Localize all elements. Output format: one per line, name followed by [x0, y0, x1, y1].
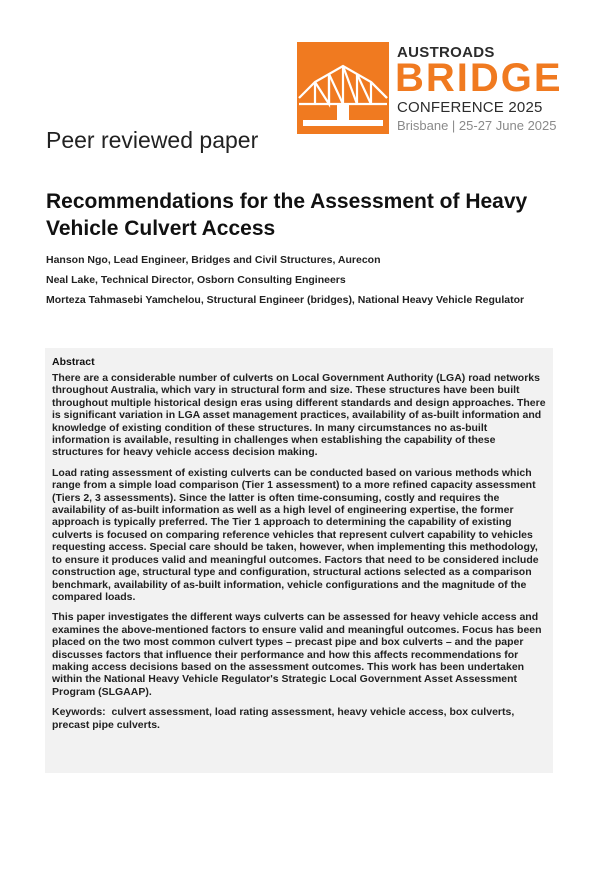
- keywords-text: culvert assessment, load rating assessment, heavy vehicle access, box culverts, precast pipe culverts.: [52, 706, 515, 731]
- keywords: [52, 706, 546, 731]
- abstract-paragraph-1: There are a considerable number of culverts on Local Government Authority (LGA) road networks throughout Australia, which vary in structural form and size. These structures have been built throughout multiple historical design eras using different standards and design approaches. There is significant variation in LGA asset management practices, availability of as-built information and knowledge of existing condition of these structures. In many circumstances no as-built information is available, resulting in challenges when establishing the capability of these structures for heavy vehicle access decision making.: [52, 372, 546, 459]
- conference-location-date: Brisbane | 25-27 June 2025: [397, 118, 557, 133]
- conference-year: CONFERENCE 2025: [397, 99, 543, 116]
- keywords-label: Keywords:: [52, 706, 106, 719]
- author-2: Neal Lake, Technical Director, Osborn Consulting Engineers: [46, 274, 346, 286]
- conference-logo: [297, 42, 563, 134]
- paper-title: Recommendations for the Assessment of Heavy Vehicle Culvert Access: [46, 190, 528, 240]
- abstract-paragraph-3: This paper investigates the different ways culverts can be assessed for heavy vehicle access and examines the above-mentioned factors to ensure valid and meaningful outcomes. Focus has been placed on the two most common culvert types – precast pipe and box culverts – and the paper discusses factors that influence their performance and how this affects recommendations for making access decisions based on the assessment outcomes. This work has been undertaken within the National Heavy Vehicle Regulator's Strategic Local Government Asset Assessment Program (SLGAAP).: [52, 611, 542, 698]
- paper-type: Peer reviewed paper: [46, 127, 259, 153]
- abstract-heading: Abstract: [52, 356, 95, 368]
- conference-org: AUSTROADS: [397, 44, 495, 61]
- conference-name: BRIDGE: [395, 56, 563, 100]
- author-3: Morteza Tahmasebi Yamchelou, Structural Engineer (bridges), National Heavy Vehicle Regulator: [46, 294, 525, 306]
- bridge-icon: [297, 42, 389, 134]
- author-1: Hanson Ngo, Lead Engineer, Bridges and Civil Structures, Aurecon: [46, 254, 381, 266]
- abstract-box: [45, 348, 553, 773]
- abstract-paragraph-2: Load rating assessment of existing culverts can be conducted based on various methods which range from a simple load comparison (Tier 1 assessment) to a more refined capacity assessment (Tiers 2, 3 assessments). Since the latter is often time-consuming, costly and requires the availability of as-built information as well as a high level of engineering expertise, the former approach is typically preferred. The Tier 1 approach to determining the capability of existing culverts is focused on comparing reference vehicles that represent culvert capability to vehicles requesting access. Special care should be taken, however, when implementing this methodology, to ensure it produces valid and meaningful outcomes. Factors that need to be considered include construction age, structural type and configuration, structural actions selected as a comparison benchmark, availability of as-built information, vehicle configurations and the magnitude of the compared loads.: [52, 466, 539, 603]
